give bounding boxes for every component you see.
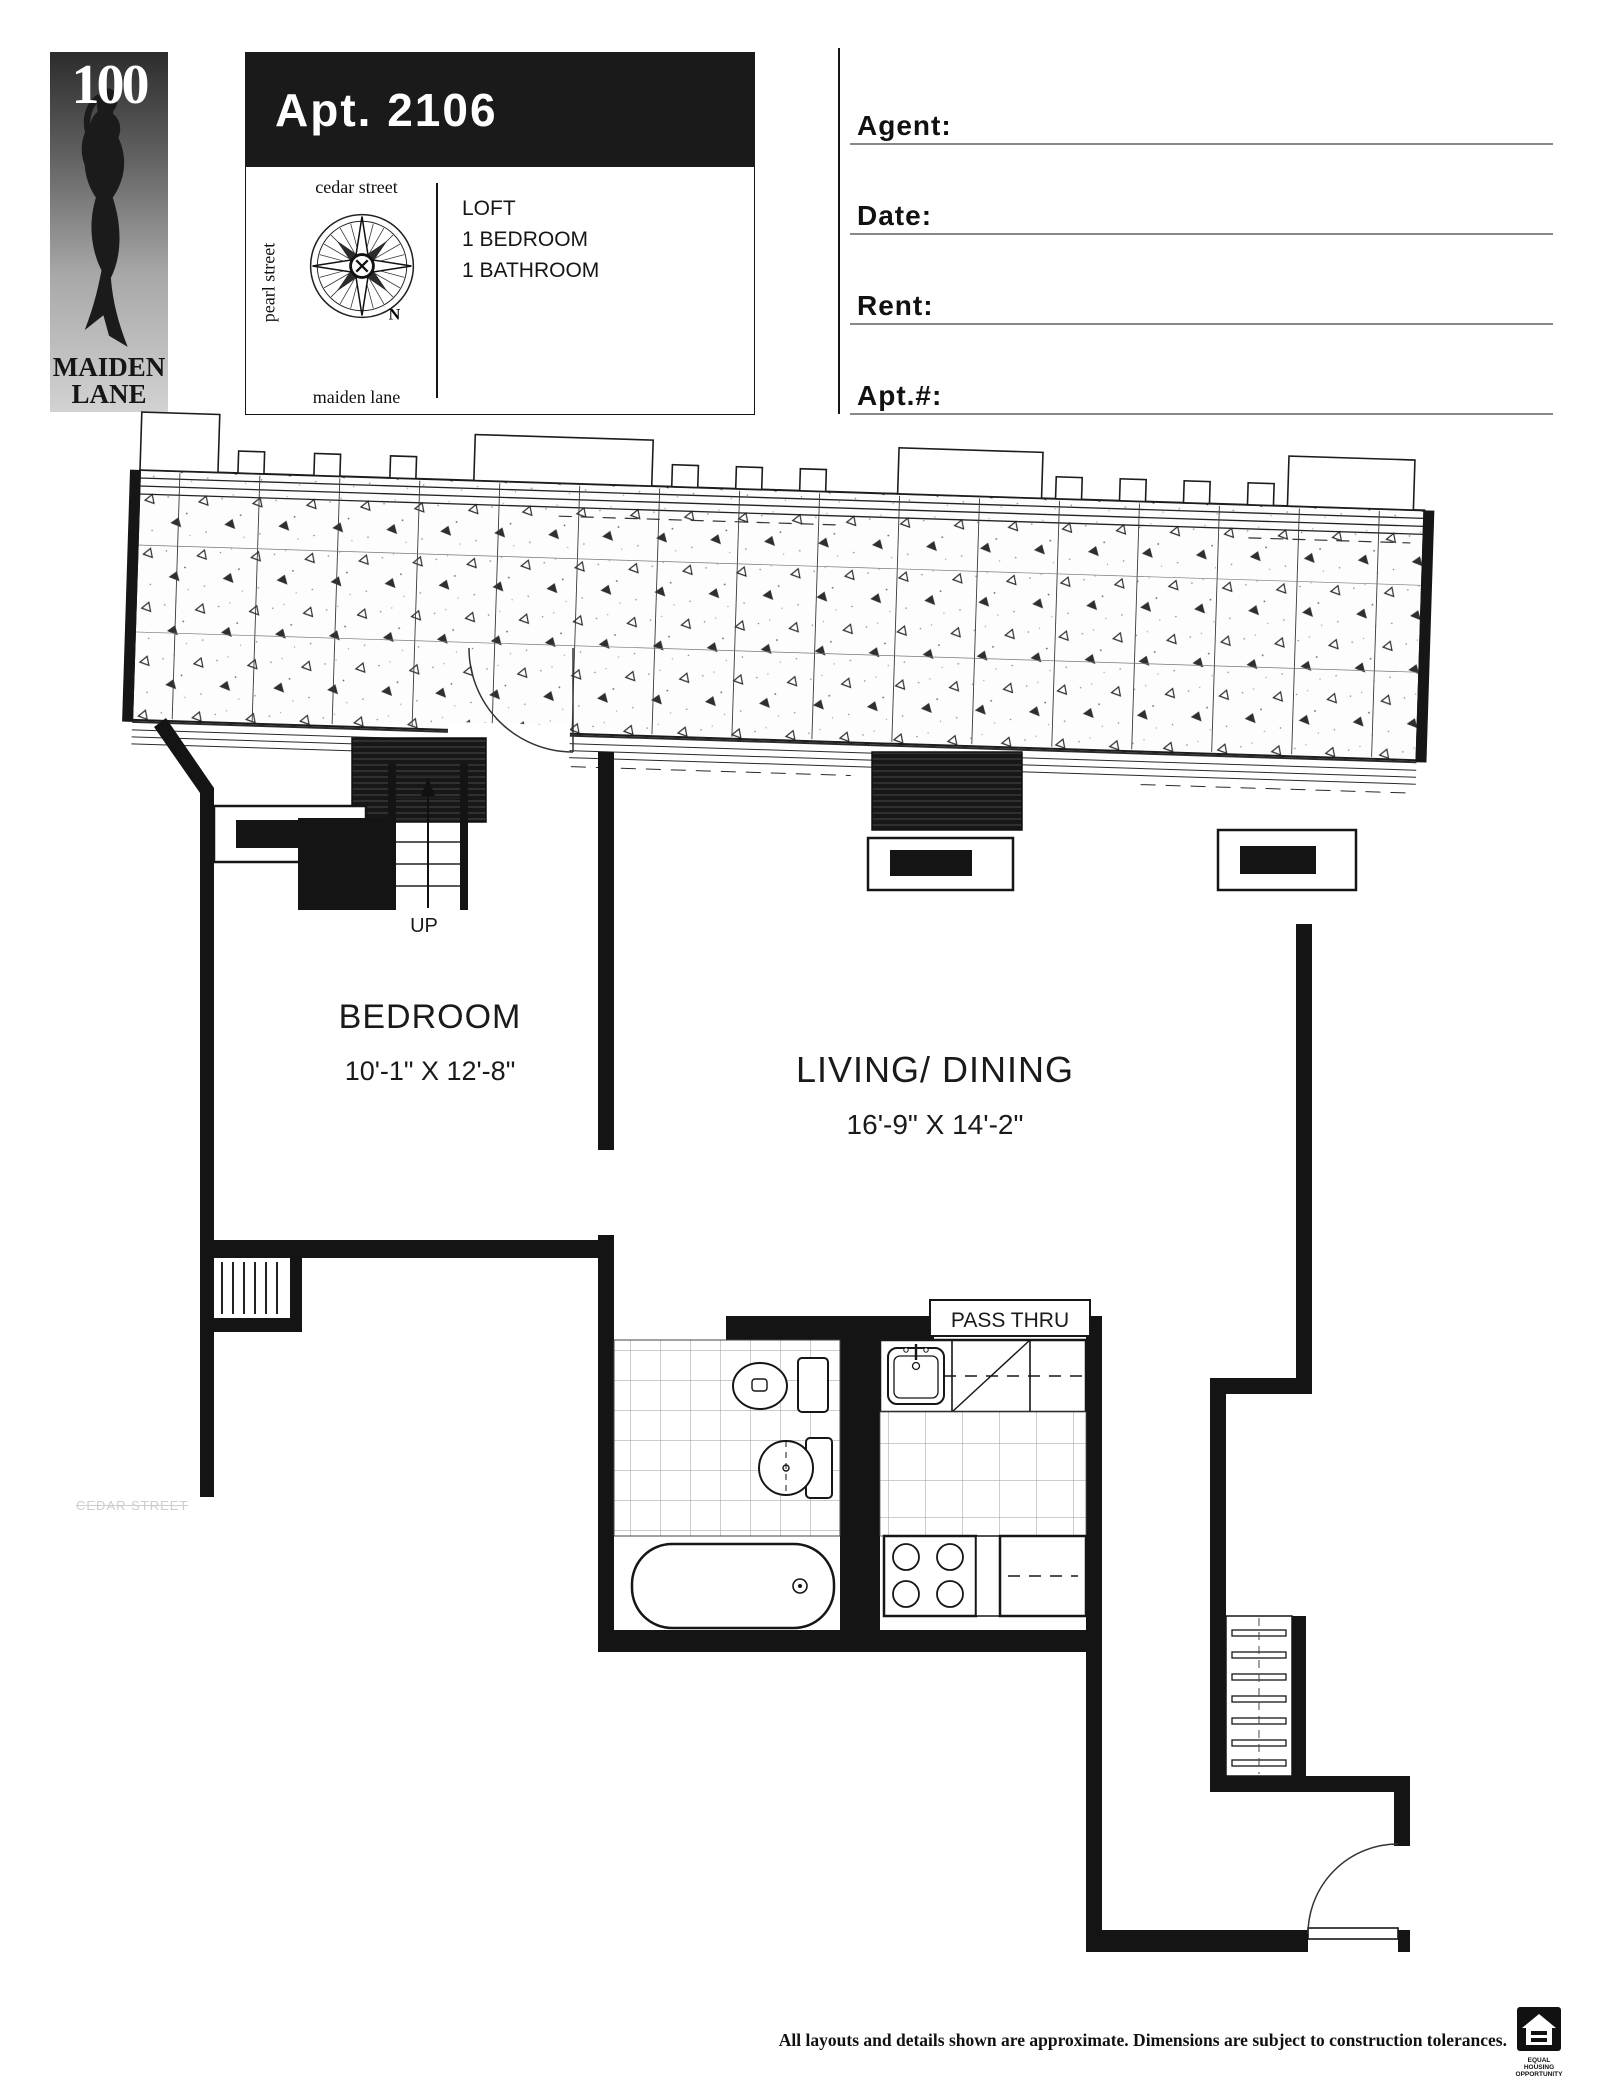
eho-caption-line2: OPPORTUNITY [1515,2071,1563,2078]
room-dims-bedroom: 10'-1" X 12'-8" [344,1056,516,1086]
form-label-apt-number: Apt.#: [857,380,943,411]
window-seat [1218,830,1356,890]
compass-street-south: maiden lane [312,387,401,407]
entry-door-icon [1308,1844,1398,1939]
compass-street-west: pearl street [258,242,279,323]
entry-closet [1226,1616,1292,1776]
kitchen-cabinet [976,1536,1000,1616]
apartment-title: Apt. 2106 [245,52,755,167]
eho-caption-line1: EQUAL HOUSING [1523,2057,1555,2071]
stair-label: UP [410,915,438,937]
logo-name-line1: MAIDEN [52,352,166,382]
compass-north-label: N [388,306,401,324]
logo-name-line2: LANE [71,379,147,409]
closet-hanger-rod-icon [222,1262,277,1314]
form-label-rent: Rent: [857,290,934,321]
stove-icon [884,1536,976,1616]
unit-detail-bathrooms: 1 BATHROOM [462,259,600,282]
kitchen-floor [880,1412,1086,1536]
pass-thru-label: PASS THRU [950,1309,1070,1332]
kitchen-sink-icon [888,1344,944,1404]
compass-street-north: cedar street [315,177,398,197]
bathtub-icon [632,1544,834,1628]
unit-detail-type: LOFT [462,197,516,220]
radiator-unit [872,752,1022,830]
terrace-band [121,412,1436,805]
bathroom-sink-icon [759,1438,832,1498]
disclaimer-text: All layouts and details shown are approximate. Dimensions are subject to construction tolerances. [778,2030,1507,2050]
room-label-living-dining: LIVING/ DINING [795,1049,1075,1090]
equal-housing-icon [1516,2006,1562,2052]
room-label-bedroom: BEDROOM [338,998,522,1036]
form-label-agent: Agent: [857,110,952,141]
form-label-date: Date: [857,200,933,231]
logo-number: 100 [71,54,147,116]
window-seat [868,838,1013,890]
room-dims-living-dining: 16'-9" X 14'-2" [846,1109,1024,1140]
unit-detail-bedrooms: 1 BEDROOM [462,228,589,251]
street-note: CEDAR STREET [76,1498,189,1513]
equal-housing-logo [1514,2006,1564,2078]
kitchen-counter-dishwasher [1000,1536,1086,1616]
